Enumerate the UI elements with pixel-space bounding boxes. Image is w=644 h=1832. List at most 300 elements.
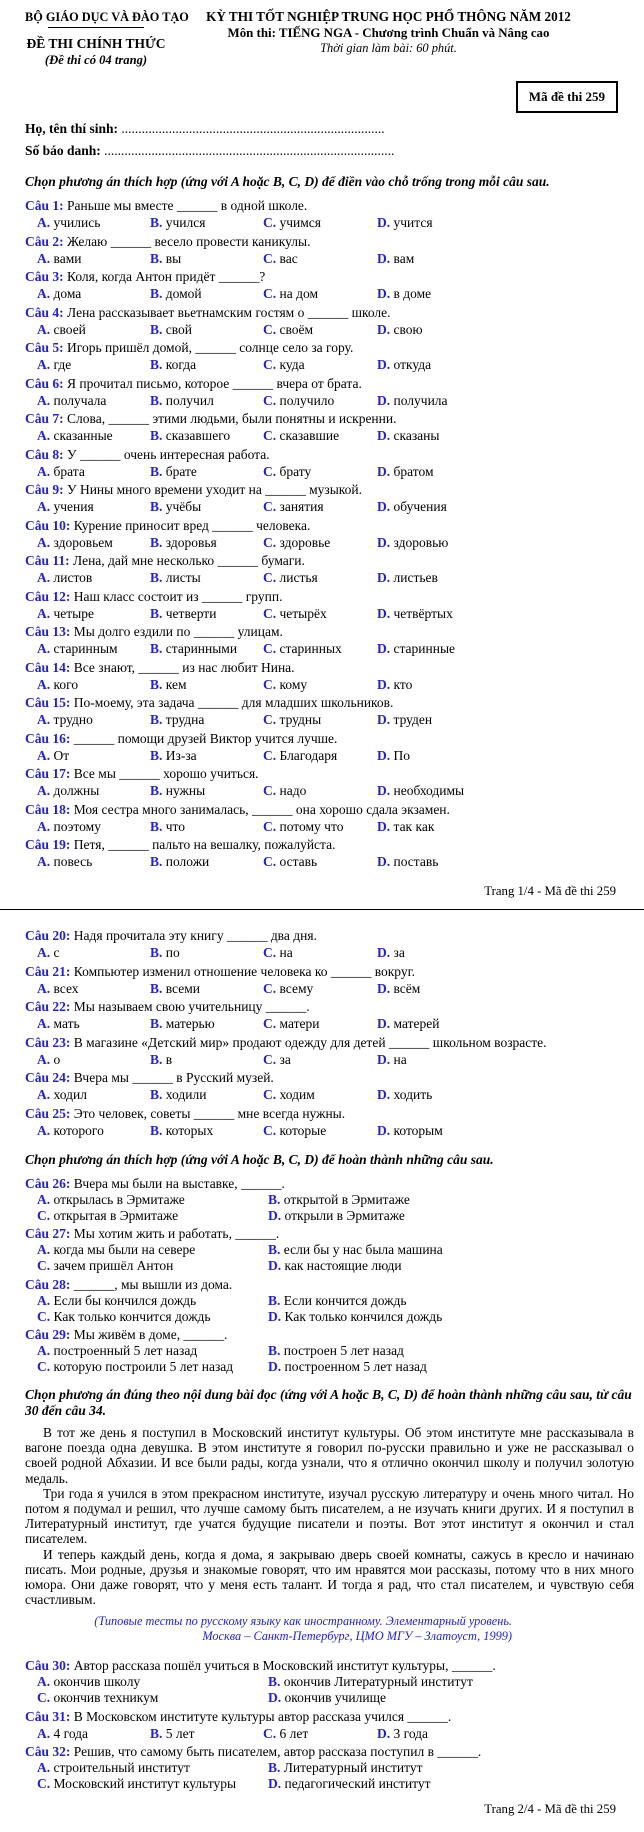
option-letter: D. — [377, 783, 391, 798]
option-letter: A. — [37, 980, 51, 996]
option-d: D. так как — [377, 818, 435, 834]
question-number-label: Câu 22: — [25, 999, 71, 1014]
option-letter: D. — [377, 570, 391, 585]
option-letter: C. — [263, 1087, 277, 1102]
question-25 — [25, 1105, 634, 1139]
option-d: D. педагогический институт — [268, 1776, 431, 1792]
options-grid — [25, 1725, 634, 1742]
option-letter: C. — [263, 463, 277, 479]
exam-code-box — [516, 81, 618, 113]
option-a: A. учились — [37, 215, 101, 230]
candidate-id-dots: ...................................................................................... — [100, 143, 395, 158]
candidate-id-label: Số báo danh: — [25, 143, 101, 158]
option-letter: A. — [37, 215, 51, 230]
option-d: D. кто — [377, 676, 413, 692]
question-text: Câu 15: По-моему, эта задача ______ для младших школьников. — [25, 695, 394, 710]
passage-paragraph: В тот же день я поступил в Московский институт культуры. Об этом институте мне рассказывала в вагоне поезда одна девушка. В этом институте я говорил по-русски правильно и уже не рассказывал о своей родной Абхазии. И все были рады, когда узнали, что я отлично окончил школу и получил золотую медаль. — [25, 1425, 634, 1486]
options-grid — [25, 250, 634, 267]
question-number-label: Câu 15: — [25, 695, 71, 710]
option-a: A. всех — [37, 980, 79, 996]
option-b: B. открытой в Эрмитаже — [268, 1191, 410, 1207]
option-d: D. открыли в Эрмитаже — [268, 1207, 405, 1223]
option-a: A. получала — [37, 392, 107, 408]
option-b: B. получил — [150, 392, 214, 408]
option-a: A. учения — [37, 499, 94, 514]
options-grid — [25, 818, 634, 835]
option-c: C. окончив техникум — [37, 1690, 159, 1706]
option-letter: A. — [37, 499, 51, 514]
question-24 — [25, 1069, 634, 1103]
question-number-label: Câu 30: — [25, 1658, 71, 1674]
option-letter: A. — [37, 641, 51, 656]
ministry-title: BỘ GIÁO DỤC VÀ ĐÀO TẠO — [25, 10, 189, 24]
option-letter: D. — [377, 428, 391, 443]
option-c: C. Московский институт культуры — [37, 1776, 237, 1792]
option-letter: C. — [263, 980, 277, 996]
option-d: D. всём — [377, 980, 421, 996]
question-1 — [25, 197, 634, 231]
option-b: B. которых — [150, 1122, 214, 1138]
question-number-label: Câu 26: — [25, 1175, 71, 1191]
option-letter: B. — [150, 286, 163, 301]
candidate-name-dots: .............................................................................. — [118, 121, 385, 136]
question-2 — [25, 233, 634, 267]
option-a: A. повесь — [37, 854, 93, 869]
option-letter: D. — [377, 357, 391, 372]
option-a: A. вами — [37, 250, 82, 266]
option-letter: A. — [37, 783, 51, 798]
option-b: B. вы — [150, 250, 182, 266]
option-letter: C. — [263, 747, 277, 763]
options-grid — [25, 1674, 634, 1706]
options-grid — [25, 1086, 634, 1103]
option-letter: A. — [37, 605, 51, 621]
option-letter: A. — [37, 321, 51, 337]
option-a: A. четыре — [37, 605, 94, 621]
option-letter: C. — [263, 945, 277, 960]
option-letter: D. — [377, 980, 391, 996]
option-letter: C. — [37, 1359, 51, 1374]
option-letter: B. — [150, 463, 163, 479]
option-letter: C. — [37, 1776, 51, 1792]
exam-title: KỲ THI TỐT NGHIỆP TRUNG HỌC PHỔ THÔNG NĂM 2012 — [206, 9, 571, 24]
option-b: B. учился — [150, 215, 206, 230]
option-letter: A. — [37, 392, 51, 408]
question-number-label: Câu 31: — [25, 1708, 71, 1724]
option-letter: D. — [268, 1776, 282, 1792]
option-b: B. старинными — [150, 641, 238, 656]
option-letter: C. — [37, 1690, 51, 1706]
option-b: B. нужны — [150, 783, 206, 798]
option-c: C. Благодаря — [263, 747, 338, 763]
option-d: D. откуда — [377, 357, 432, 372]
question-22 — [25, 998, 634, 1032]
option-c: C. занятия — [263, 499, 324, 514]
option-letter: D. — [377, 1725, 391, 1741]
options-grid — [25, 1293, 634, 1325]
option-c: C. куда — [263, 357, 305, 372]
option-letter: D. — [377, 818, 391, 834]
option-a: A. мать — [37, 1016, 80, 1031]
question-number-label: Câu 12: — [25, 588, 71, 604]
option-a: A. открылась в Эрмитаже — [37, 1191, 185, 1207]
option-letter: D. — [377, 605, 391, 621]
option-letter: A. — [37, 1051, 51, 1067]
question-28 — [25, 1276, 634, 1325]
option-letter: D. — [377, 641, 391, 656]
option-b: B. построен 5 лет назад — [268, 1343, 404, 1358]
option-letter: B. — [150, 945, 163, 960]
option-letter: A. — [37, 463, 51, 479]
question-10 — [25, 517, 634, 551]
option-letter: D. — [377, 321, 391, 337]
option-letter: D. — [268, 1207, 282, 1223]
option-c: C. вас — [263, 250, 298, 266]
options-grid — [25, 944, 634, 961]
question-text: Câu 1: Раньше мы вместе ______ в одной школе. — [25, 198, 308, 213]
option-a: A. листов — [37, 570, 93, 585]
option-d: D. матерей — [377, 1016, 440, 1031]
document-header — [25, 8, 634, 68]
option-d: D. на — [377, 1051, 407, 1067]
option-letter: D. — [377, 854, 391, 869]
option-letter: C. — [263, 1051, 277, 1067]
option-a: A. построенный 5 лет назад — [37, 1343, 198, 1358]
question-number-label: Câu 7: — [25, 411, 64, 426]
option-d: D. здоровью — [377, 534, 449, 550]
option-a: A. о — [37, 1051, 61, 1067]
page-divider-line — [0, 909, 644, 910]
option-letter: C. — [263, 570, 277, 585]
options-grid — [25, 1343, 634, 1375]
candidate-name-label: Họ, tên thí sinh: — [25, 121, 119, 136]
options-grid — [25, 427, 634, 444]
option-b: B. домой — [150, 286, 202, 301]
option-letter: B. — [268, 1760, 281, 1776]
option-a: A. Если бы кончился дождь — [37, 1292, 197, 1308]
option-d: D. поставь — [377, 854, 439, 869]
option-d: D. обучения — [377, 499, 447, 514]
option-d: D. учится — [377, 215, 433, 230]
question-number-label: Câu 5: — [25, 340, 64, 355]
options-grid — [25, 605, 634, 622]
option-letter: A. — [37, 747, 51, 763]
option-letter: B. — [150, 980, 163, 996]
question-text: Câu 5: Игорь пришёл домой, ______ солнце село за гору. — [25, 340, 354, 355]
option-letter: C. — [263, 641, 277, 656]
question-17 — [25, 765, 634, 799]
option-letter: A. — [37, 1760, 51, 1776]
option-c: C. открытая в Эрмитаже — [37, 1207, 179, 1223]
option-letter: A. — [37, 818, 51, 834]
options-grid — [25, 1242, 634, 1274]
option-b: B. брате — [150, 463, 197, 479]
question-number-label: Câu 2: — [25, 233, 64, 249]
option-b: B. свой — [150, 321, 193, 337]
question-text: Câu 32: Решив, что самому быть писателем, автор рассказа поступил в ______. — [25, 1744, 482, 1760]
option-b: B. ходили — [150, 1087, 207, 1102]
header-left-block — [25, 8, 189, 68]
option-letter: B. — [150, 357, 163, 372]
option-c: C. учимся — [263, 215, 322, 230]
option-b: B. сказавшего — [150, 428, 231, 443]
option-a: A. строительный институт — [37, 1760, 190, 1776]
option-b: B. листы — [150, 570, 201, 585]
question-32 — [25, 1743, 634, 1792]
option-a: A. сказанные — [37, 428, 113, 443]
question-number-label: Câu 32: — [25, 1744, 71, 1760]
question-number-label: Câu 17: — [25, 766, 71, 781]
question-text: Câu 13: Мы долго ездили по ______ улицам. — [25, 624, 283, 639]
options-grid — [25, 463, 634, 480]
option-letter: D. — [377, 1122, 391, 1138]
option-d: D. как настоящие люди — [268, 1258, 402, 1273]
option-c: C. зачем пришёл Антон — [37, 1258, 174, 1273]
question-number-label: Câu 21: — [25, 963, 71, 979]
ministry-underline — [48, 27, 144, 28]
option-letter: C. — [263, 818, 277, 834]
option-c: C. 6 лет — [263, 1725, 309, 1741]
options-grid — [25, 980, 634, 997]
question-text: Câu 9: У Нины много времени уходит на ______ музыкой. — [25, 482, 363, 497]
option-b: B. четверти — [150, 605, 217, 621]
option-c: C. на — [263, 945, 293, 960]
question-11 — [25, 552, 634, 586]
source-citation — [25, 1614, 634, 1644]
question-number-label: Câu 23: — [25, 1034, 71, 1050]
option-letter: C. — [263, 605, 277, 621]
option-letter: A. — [37, 250, 51, 266]
option-c: C. матери — [263, 1016, 320, 1031]
option-a: A. окончив школу — [37, 1674, 141, 1690]
option-letter: C. — [263, 286, 277, 301]
option-c: C. которые — [263, 1122, 327, 1138]
reading-passage — [25, 1425, 634, 1607]
question-number-label: Câu 13: — [25, 624, 71, 639]
option-b: B. окончив Литературный институт — [268, 1674, 473, 1690]
question-13 — [25, 623, 634, 657]
question-number-label: Câu 19: — [25, 837, 71, 852]
option-letter: C. — [37, 1308, 51, 1324]
question-text: Câu 30: Автор рассказа пошёл учиться в Московский институт культуры, ______. — [25, 1658, 496, 1674]
option-a: A. ходил — [37, 1087, 87, 1102]
option-letter: D. — [377, 1016, 391, 1031]
option-letter: A. — [37, 1242, 51, 1257]
option-letter: D. — [377, 676, 391, 692]
option-d: D. труден — [377, 712, 433, 727]
question-list-30-32 — [25, 1657, 634, 1792]
question-12 — [25, 588, 634, 622]
option-letter: C. — [263, 534, 277, 550]
subject-line: Môn thi: TIẾNG NGA - Chương trình Chuẩn và Nâng cao — [227, 26, 550, 40]
option-d: D. Как только кончился дождь — [268, 1308, 443, 1324]
option-d: D. в доме — [377, 286, 432, 301]
option-letter: A. — [37, 854, 51, 869]
question-8 — [25, 446, 634, 480]
option-a: A. здоровьем — [37, 534, 113, 550]
option-letter: C. — [263, 499, 277, 514]
option-letter: A. — [37, 570, 51, 585]
question-18 — [25, 801, 634, 835]
question-27 — [25, 1225, 634, 1274]
question-29 — [25, 1326, 634, 1375]
question-15 — [25, 694, 634, 728]
option-letter: A. — [37, 1343, 51, 1358]
question-number-label: Câu 10: — [25, 517, 71, 533]
options-grid — [25, 285, 634, 302]
question-number-label: Câu 25: — [25, 1105, 71, 1121]
question-number-label: Câu 4: — [25, 304, 64, 320]
question-number-label: Câu 3: — [25, 269, 64, 284]
option-c: C. Как только кончится дождь — [37, 1308, 211, 1324]
question-text: Câu 7: Слова, ______ этими людьми, были понятны и искренни. — [25, 411, 397, 426]
option-d: D. четвёртых — [377, 605, 453, 621]
option-letter: B. — [150, 1087, 163, 1102]
option-d: D. 3 года — [377, 1725, 429, 1741]
question-number-label: Câu 14: — [25, 659, 71, 675]
question-text: Câu 18: Моя сестра много занималась, ______ она хорошо сдала экзамен. — [25, 801, 450, 817]
question-number-label: Câu 1: — [25, 198, 64, 213]
question-text: Câu 16: ______ помощи друзей Виктор учится лучше. — [25, 730, 338, 746]
option-a: A. 4 года — [37, 1725, 89, 1741]
options-grid — [25, 498, 634, 515]
option-a: A. где — [37, 357, 72, 372]
option-letter: B. — [150, 570, 163, 585]
question-text: Câu 11: Лена, дай мне несколько ______ бумаги. — [25, 553, 305, 568]
option-b: B. матерью — [150, 1016, 215, 1031]
option-letter: A. — [37, 1292, 51, 1308]
option-c: C. своём — [263, 321, 314, 337]
option-letter: A. — [37, 357, 51, 372]
option-d: D. свою — [377, 321, 423, 337]
option-c: C. оставь — [263, 854, 318, 869]
option-letter: B. — [150, 1016, 163, 1031]
option-letter: A. — [37, 286, 51, 301]
option-letter: A. — [37, 1674, 51, 1690]
question-31 — [25, 1708, 634, 1742]
option-letter: A. — [37, 1191, 51, 1207]
candidate-info — [25, 118, 634, 162]
option-a: A. когда мы были на севере — [37, 1242, 196, 1257]
option-letter: C. — [37, 1258, 51, 1273]
option-a: A. кого — [37, 676, 79, 692]
option-letter: C. — [263, 783, 277, 798]
question-text: Câu 26: Вчера мы были на выставке, ______. — [25, 1175, 285, 1191]
option-c: C. которую построили 5 лет назад — [37, 1359, 234, 1374]
option-letter: D. — [268, 1690, 282, 1706]
question-9 — [25, 481, 634, 515]
option-d: D. листьев — [377, 570, 438, 585]
option-c: C. листья — [263, 570, 318, 585]
question-number-label: Câu 24: — [25, 1070, 71, 1085]
options-grid — [25, 534, 634, 551]
options-grid — [25, 1015, 634, 1032]
question-number-label: Câu 8: — [25, 446, 64, 462]
section-instruction-fill-blank: Chọn phương án thích hợp (ứng với A hoặc B, C, D) để điền vào chỗ trống trong mỗi câu sau. — [25, 174, 550, 189]
option-b: B. 5 лет — [150, 1725, 195, 1741]
options-grid — [25, 1760, 634, 1792]
question-list-26-29 — [25, 1175, 634, 1376]
question-number-label: Câu 20: — [25, 928, 71, 943]
question-text: Câu 27: Мы хотим жить и работать, ______. — [25, 1226, 280, 1241]
option-letter: C. — [263, 392, 277, 408]
option-letter: A. — [37, 1725, 51, 1741]
question-text: Câu 12: Наш класс состоит из ______ групп. — [25, 588, 283, 604]
option-d: D. необходимы — [377, 783, 465, 798]
option-c: C. потому что — [263, 818, 344, 834]
option-letter: B. — [150, 534, 163, 550]
question-20 — [25, 927, 634, 961]
option-c: C. надо — [263, 783, 307, 798]
option-b: B. по — [150, 945, 180, 960]
option-letter: B. — [150, 641, 163, 656]
section-instruction-reading: Chọn phương án đúng theo nội dung bài đọc (ứng với A hoặc B, C, D) để hoàn thành những câu sau, từ câu 30 đến câu 34. — [25, 1387, 632, 1418]
option-c: C. получило — [263, 392, 335, 408]
header-right-block — [167, 8, 610, 56]
option-letter: C. — [263, 321, 277, 337]
question-text: Câu 22: Мы называем свою учительницу ______. — [25, 999, 310, 1014]
option-d: D. построенном 5 лет назад — [268, 1359, 427, 1374]
option-letter: D. — [377, 945, 391, 960]
option-letter: B. — [150, 428, 163, 443]
option-b: B. Из-за — [150, 747, 197, 763]
options-grid — [25, 1192, 634, 1224]
option-letter: B. — [150, 321, 163, 337]
option-a: A. которого — [37, 1122, 104, 1138]
option-letter: B. — [150, 676, 163, 692]
question-3 — [25, 268, 634, 302]
question-number-label: Câu 11: — [25, 553, 70, 568]
option-letter: C. — [263, 1122, 277, 1138]
question-text: Câu 6: Я прочитал письмо, которое ______ вчера от брата. — [25, 375, 362, 391]
question-26 — [25, 1175, 634, 1224]
candidate-id-line — [25, 140, 425, 162]
option-d: D. братом — [377, 463, 434, 479]
option-letter: B. — [268, 1343, 281, 1358]
option-a: A. с — [37, 945, 60, 960]
option-letter: D. — [377, 215, 391, 230]
options-grid — [25, 782, 634, 799]
source-citation-line: Москва – Санкт-Петербург, ЦМО МГУ – Златоуст, 1999) — [202, 1629, 512, 1644]
question-6 — [25, 375, 634, 409]
option-letter: B. — [268, 1292, 281, 1308]
option-b: B. всеми — [150, 980, 200, 996]
option-b: B. в — [150, 1051, 173, 1067]
option-letter: A. — [37, 1016, 51, 1031]
options-grid — [25, 214, 634, 231]
question-text: Câu 14: Все знают, ______ из нас любит Нина. — [25, 659, 295, 675]
option-letter: D. — [377, 250, 391, 266]
question-number-label: Câu 27: — [25, 1226, 71, 1241]
options-grid — [25, 569, 634, 586]
option-c: C. трудны — [263, 712, 322, 727]
question-5 — [25, 339, 634, 373]
question-number-label: Câu 16: — [25, 730, 71, 746]
option-b: B. учёбы — [150, 499, 202, 514]
option-d: D. окончив училище — [268, 1690, 386, 1706]
question-text: Câu 20: Надя прочитала эту книгу ______ два дня. — [25, 928, 317, 943]
option-d: D. вам — [377, 250, 415, 266]
options-grid — [25, 676, 634, 693]
option-a: A. поэтому — [37, 818, 101, 834]
question-number-label: Câu 29: — [25, 1327, 71, 1342]
question-text: Câu 4: Лена рассказывает вьетнамским гостям о ______ школе. — [25, 304, 391, 320]
option-letter: D. — [268, 1359, 282, 1374]
question-number-label: Câu 18: — [25, 801, 71, 817]
option-d: D. за — [377, 945, 405, 960]
exam-type-label: ĐỀ THI CHÍNH THỨC — [26, 36, 166, 51]
candidate-name-line — [25, 118, 425, 140]
